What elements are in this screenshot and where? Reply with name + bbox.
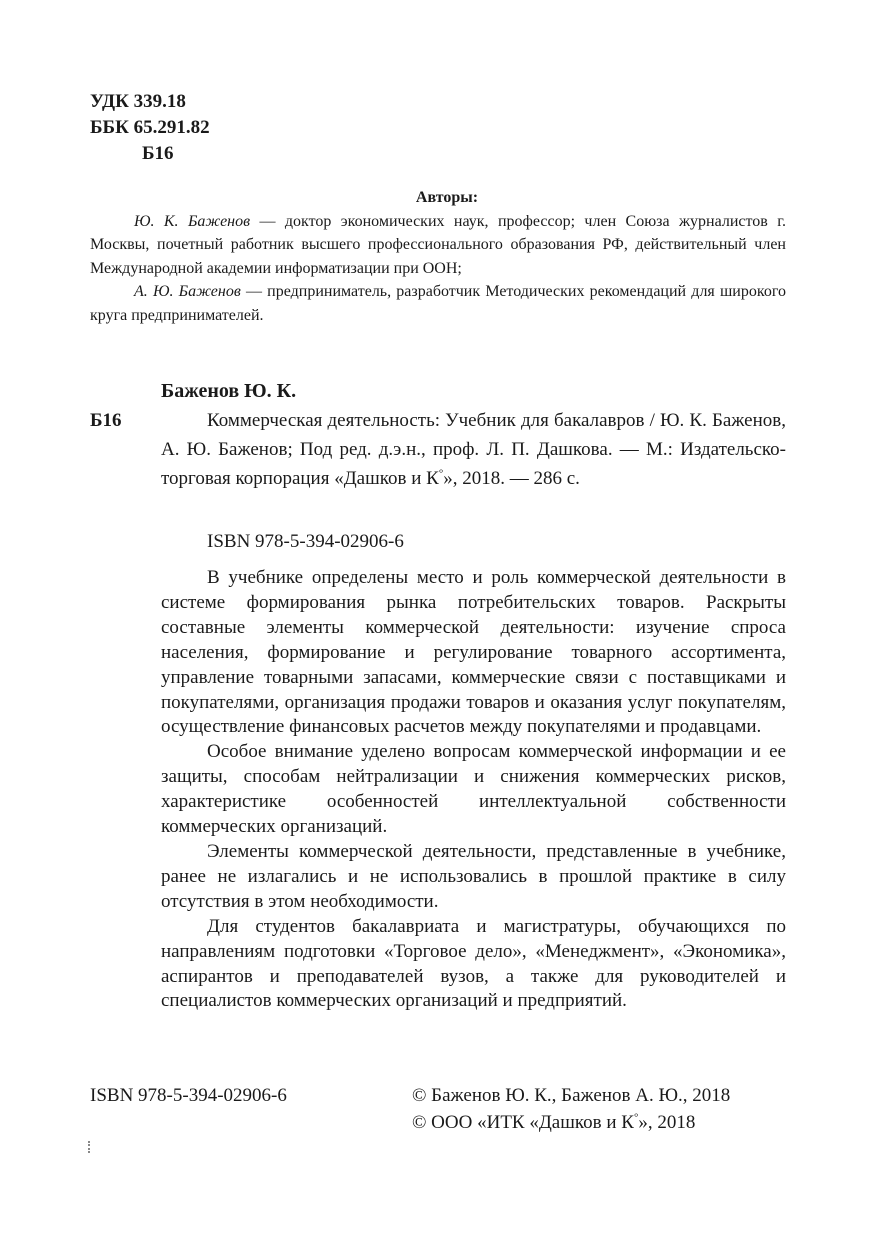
author-entry — [90, 280, 786, 327]
copyright-authors: © Баженов Ю. К., Баженов А. Ю., 2018 — [412, 1085, 731, 1106]
bibliographic-record — [90, 377, 786, 493]
degree-sign: ° — [438, 467, 444, 480]
author-code: Б16 — [142, 143, 174, 164]
authors-heading: Авторы: — [415, 189, 479, 206]
authors-section — [90, 186, 786, 327]
author-entry — [90, 210, 786, 281]
abstract — [161, 566, 786, 1014]
copyright-block — [412, 1082, 730, 1136]
abstract-paragraph: Для студентов бакалавриата и магистратуры, обучающихся по направлениям подготовки «Торговое дело», «Менеджмент», «Экономика», аспирантов и преподавателей вузов, а также для руководителей и специалистов коммерческих организаций и предприятий. — [161, 915, 786, 1012]
abstract-paragraph: В учебнике определены место и роль коммерческой деятельности в системе формирования рынка потребительских товаров. Раскрыты составные элементы коммерческой деятельности: изучение спроса населения, формирование и регулирование товарного ассортимента, управление товарными запасами, коммерческие связи с поставщиками и покупателями, организация продажи товаров и оказания услуг покупателям, осуществление финансовых расчетов между покупателями и продавцами. — [161, 567, 786, 738]
bib-entry-row — [90, 406, 786, 493]
bib-description — [161, 406, 786, 493]
bib-title: Коммерческая деятельность: Учебник для бакалавров / Ю. К. Баженов, А. Ю. Баженов; Под ред. д.э.н., проф. Л. П. Дашкова. — М.: Издательско-торговая корпорация «Дашков и К — [161, 410, 786, 489]
abstract-paragraph: Элементы коммерческой деятельности, представленные в учебнике, ранее не излагались и не использовались в прошлой практике в силу отсутствия в этом необходимости. — [161, 840, 786, 912]
classification-codes — [90, 89, 210, 167]
author-description: — предприниматель, разработчик Методических рекомендаций для широкого круга предпринимателей. — [90, 283, 786, 324]
abstract-paragraph: Особое внимание уделено вопросам коммерческой информации и ее защиты, способам нейтрализации и снижения коммерческих рисков, характеристике особенностей интеллектуальной собственности коммерческих организаций. — [161, 741, 786, 838]
bbk-code: ББК 65.291.82 — [90, 117, 210, 138]
copyright-publisher: © ООО «ИТК «Дашков и К°», 2018 — [412, 1111, 696, 1133]
author-name: Ю. К. Баженов — [134, 212, 251, 230]
bib-tail: », 2018. — 286 с. — [443, 468, 580, 489]
author-description: — доктор экономических наук, профессор; член Союза журналистов г. Москвы, почетный работник высшего профессионального образования РФ, действительный член Международной академии информатизации при ООН; — [90, 212, 786, 277]
scan-mark — [88, 1141, 92, 1153]
bib-author: Баженов Ю. К. — [161, 380, 297, 402]
bib-code: Б16 — [90, 410, 122, 431]
footer-isbn: ISBN 978-5-394-02906-6 — [90, 1085, 287, 1106]
degree-sign: ° — [633, 1111, 639, 1124]
bib-isbn: ISBN 978-5-394-02906-6 — [207, 531, 404, 552]
udk-code: УДК 339.18 — [90, 91, 186, 112]
author-name: А. Ю. Баженов — [134, 283, 241, 300]
